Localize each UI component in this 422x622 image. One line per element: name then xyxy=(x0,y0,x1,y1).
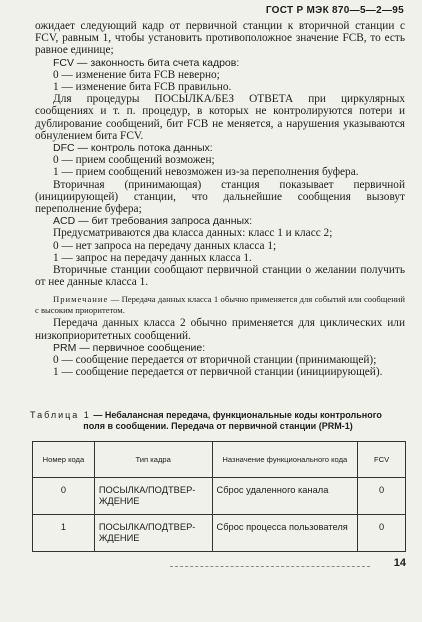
paragraph: Вторичные станции сообщают первичной станции о желании получить от нее данные класса 1. xyxy=(35,264,405,289)
frame-type-cell: ПОСЫЛКА/ПОДТВЕР-ЖДЕНИЕ xyxy=(94,515,212,552)
purpose-cell: Сброс удаленного канала xyxy=(212,478,358,515)
purpose-cell: Сброс процесса пользователя xyxy=(212,515,358,552)
paragraph: 1 — прием сообщений невозможен из-за переполнения буфера. xyxy=(53,166,359,179)
paragraph: Вторичная (принимающая) станция показывает первичной (инициирующей) станции, что дальнейшие сообщения вызовут переполнение буфера; xyxy=(35,178,405,216)
frame-type-cell: ПОСЫЛКА/ПОДТВЕР-ЖДЕНИЕ xyxy=(94,478,212,515)
paragraph: 1 — изменение бита FCB правильно. xyxy=(53,81,232,94)
paragraph: Предусматриваются два класса данных: класс 1 и класс 2; xyxy=(53,227,333,240)
table-caption-line2: поля в сообщении. Передача от первичной станции (PRM-1) xyxy=(83,421,353,431)
fcv-cell: 0 xyxy=(358,515,406,552)
header-cell: Назначение функционального кода xyxy=(212,442,358,478)
paragraph: Для процедуры ПОСЫЛКА/БЕЗ ОТВЕТА при циркулярных сообщениях и т. п. процедур, в которых не контролируются потери и дублирование сообщений, бит FCB не меняется, а нарушения указываются обнулением бита FCV. xyxy=(35,93,405,142)
header-cell: FCV xyxy=(358,442,406,478)
paragraph: 0 — прием сообщений возможен; xyxy=(53,154,215,167)
body-text xyxy=(35,20,405,378)
table-caption-label: Таблица 1 xyxy=(30,410,91,420)
paragraph: 0 — нет запроса на передачу данных класса 1; xyxy=(53,239,277,252)
page-number: 14 xyxy=(393,557,406,569)
paragraph: 1 — запрос на передачу данных класса 1. xyxy=(53,251,252,264)
fcv-cell: 0 xyxy=(358,478,406,515)
paragraph: FCV — законность бита счета кадров: xyxy=(53,56,240,69)
paragraph: PRM — первичное сообщение: xyxy=(53,341,206,354)
table-caption-line1: — Небалансная передача, функциональные коды контрольного xyxy=(93,410,382,420)
table-row xyxy=(33,478,406,515)
paragraph: ACD — бит требования запроса данных: xyxy=(53,215,253,228)
paragraph: ожидает следующий кадр от первичной станции к вторичной станции с FCV, равным 1, чтобы установить противоположное значение FCB, то есть равное единице; xyxy=(35,20,405,57)
paragraph: 1 — сообщение передается от первичной станции (инициирующей). xyxy=(53,366,383,379)
note-label: Примечание xyxy=(53,294,109,305)
note xyxy=(35,294,405,315)
footer-divider xyxy=(170,566,370,567)
paragraph: 0 — изменение бита FCB неверно; xyxy=(53,68,220,81)
table-header-row xyxy=(33,442,406,478)
header-cell: Номер кода xyxy=(33,442,95,478)
paragraph: DFC — контроль потока данных: xyxy=(53,142,213,155)
function-code-table xyxy=(32,441,406,552)
paragraph: 0 — сообщение передается от вторичной станции (принимающей); xyxy=(53,354,377,367)
note-text: — Передача данных класса 1 обычно применяется для событий или сообщений с высоким приоритетом. xyxy=(35,294,405,315)
document-header: ГОСТ Р МЭК 870—5—2—95 xyxy=(265,5,404,16)
header-cell: Тип кадра xyxy=(94,442,212,478)
paragraph: Передача данных класса 2 обычно применяется для циклических или низкоприоритетных сообщений. xyxy=(35,317,405,342)
table-row xyxy=(33,515,406,552)
table-caption xyxy=(30,410,406,432)
code-cell: 0 xyxy=(33,478,95,515)
code-cell: 1 xyxy=(33,515,95,552)
